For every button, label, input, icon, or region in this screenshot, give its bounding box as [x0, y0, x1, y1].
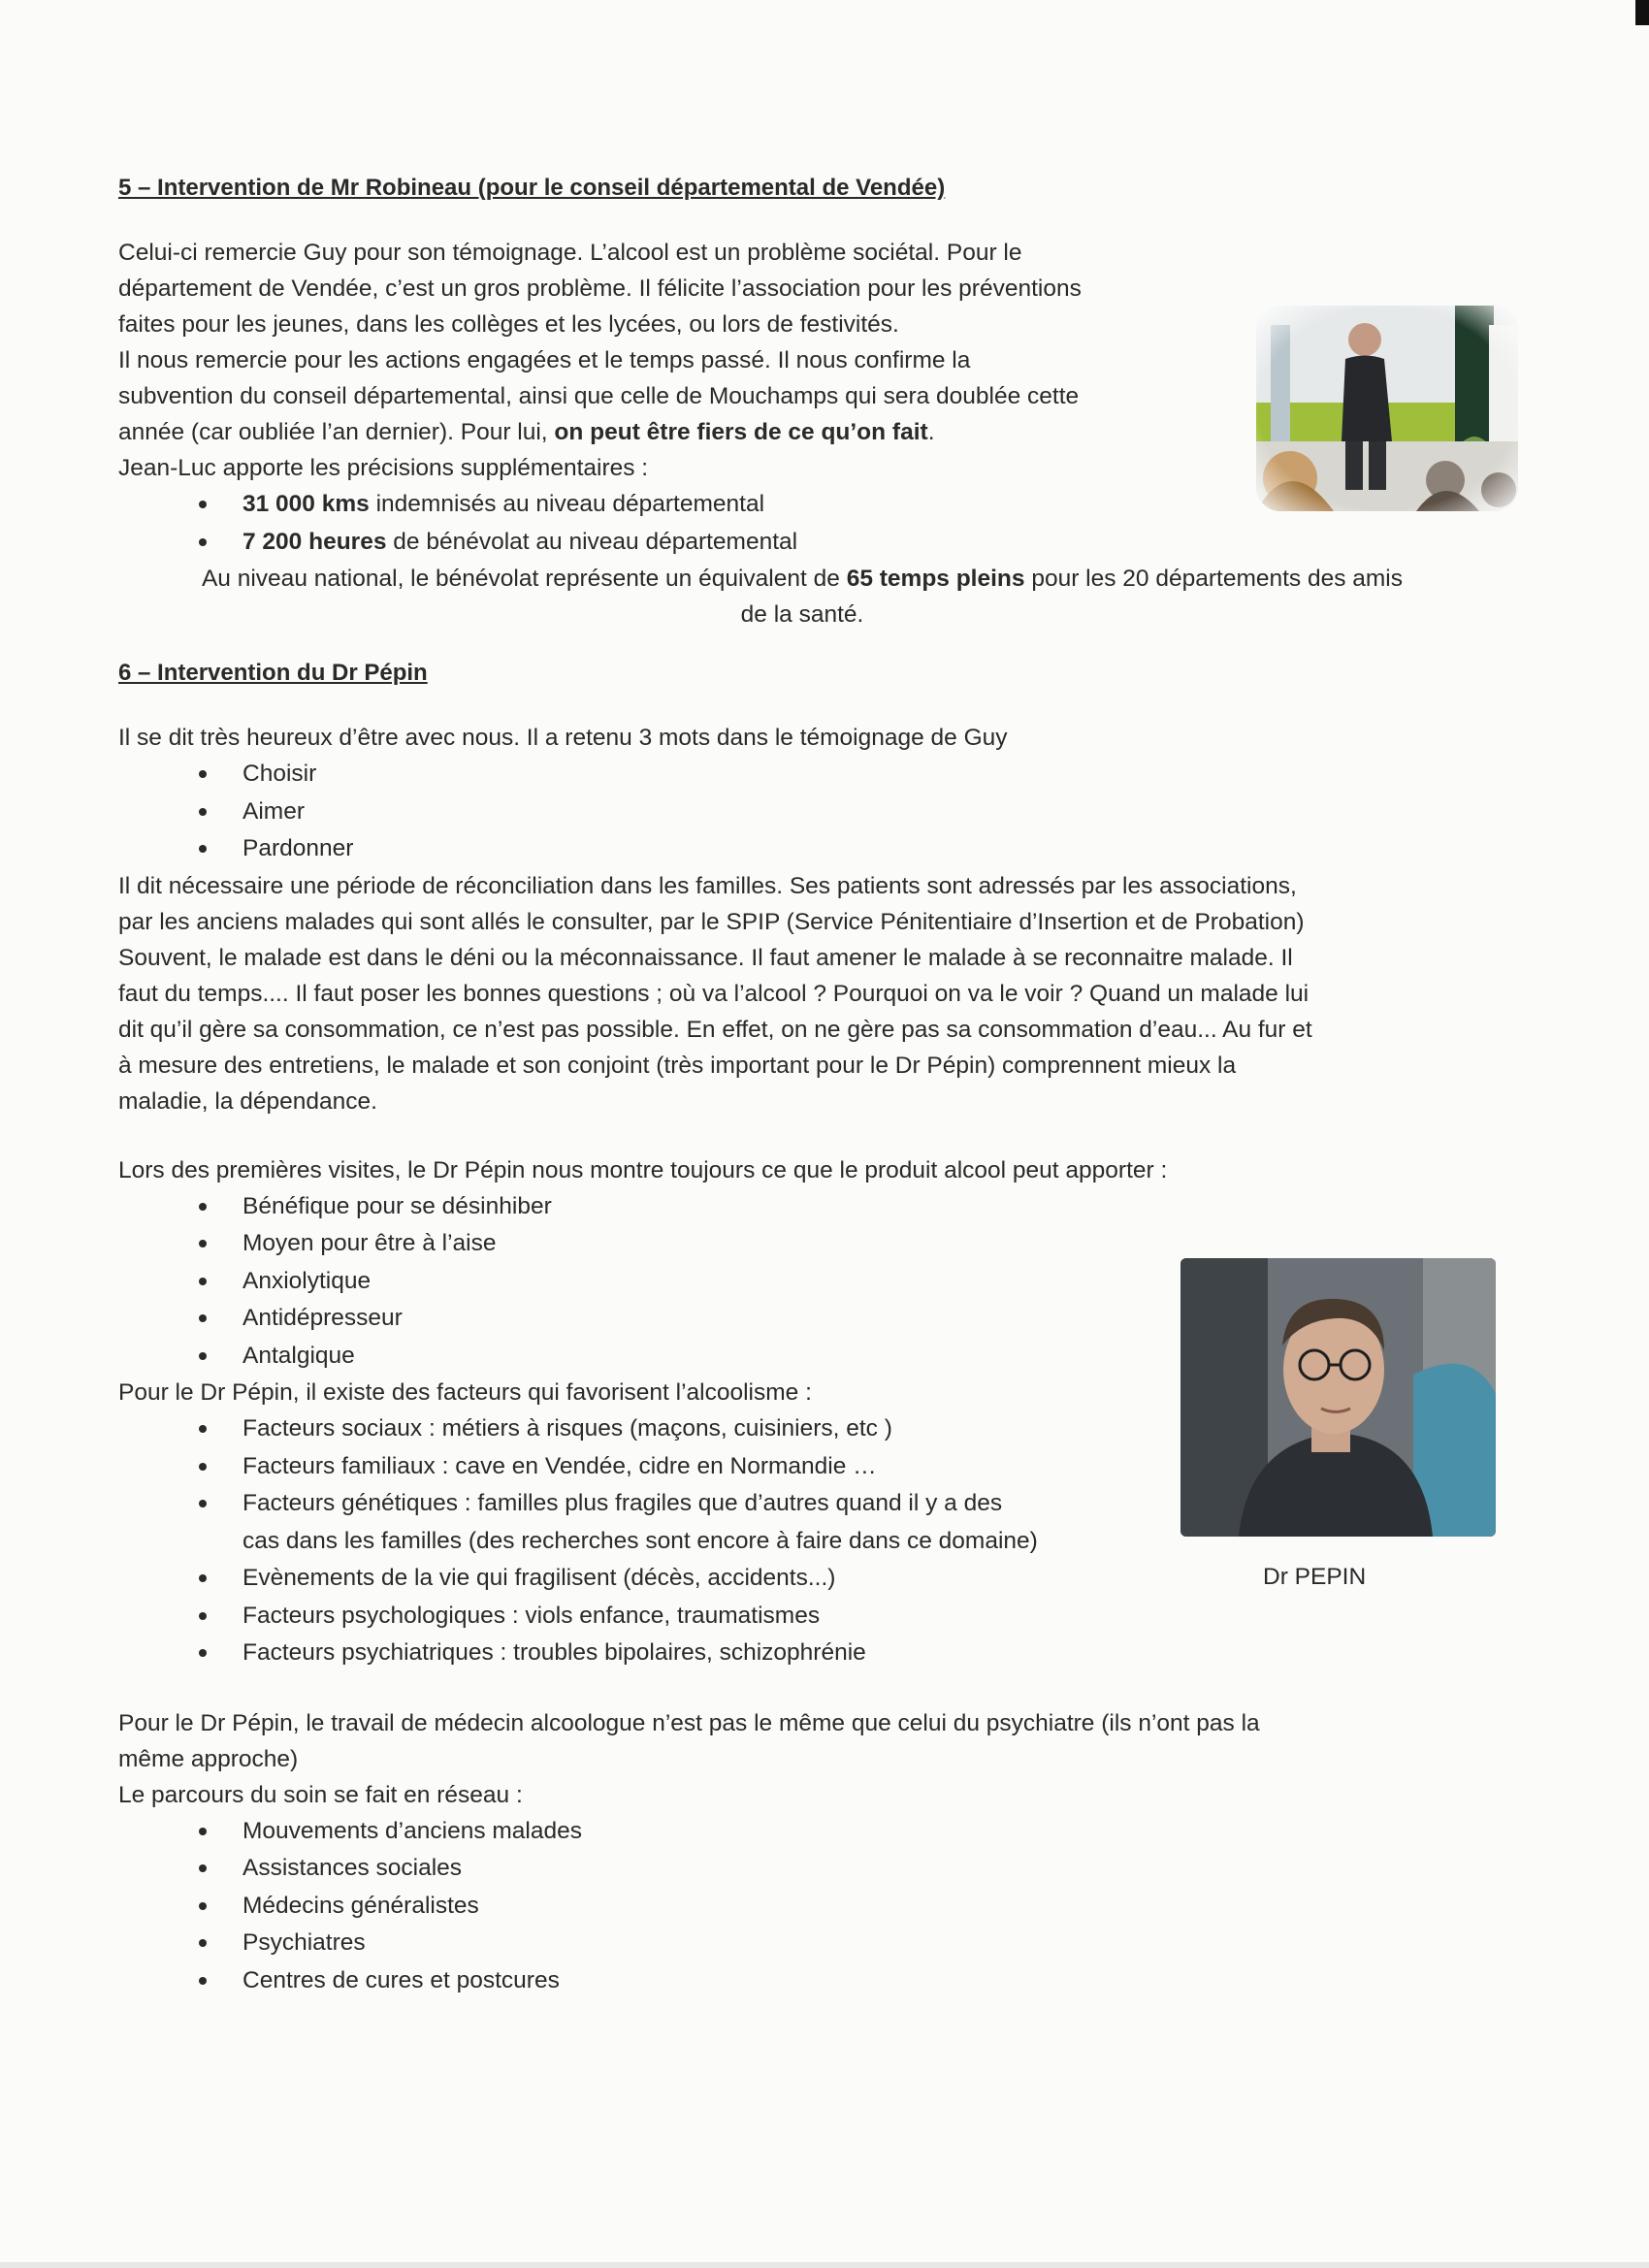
bullet-bold: 7 200 heures: [242, 528, 387, 555]
list-item: [199, 1598, 1515, 1636]
bullet-icon: [199, 1939, 207, 1947]
bullet-icon: [199, 770, 207, 778]
list-item: [199, 1448, 1515, 1486]
section-5-line-2: département de Vendée, c’est un gros problème. Il félicite l’association pour les préventions: [118, 275, 1082, 302]
list-item: [199, 486, 1515, 524]
bullet-icon: [199, 808, 207, 816]
list-item: [199, 1410, 1515, 1448]
section-6-heading: 6 – Intervention du Dr Pépin: [118, 660, 428, 686]
list-item: [199, 1888, 1515, 1926]
factors-list: [118, 1410, 1515, 1672]
three-words-list: [118, 756, 1515, 868]
bullet-text: indemnisés au niveau départemental: [369, 491, 765, 517]
visit-item: Antalgique: [242, 1342, 355, 1369]
section-5-line-7: Jean-Luc apporte les précisions supplémentaires :: [118, 455, 649, 481]
list-item: [199, 1263, 1515, 1301]
national-bold: 65 temps pleins: [846, 566, 1025, 592]
factors-intro: Pour le Dr Pépin, il existe des facteurs qui favorisent l’alcoolisme :: [118, 1379, 812, 1406]
section-6-para-line-5: dit qu’il gère sa consommation, ce n’est pas possible. En effet, on ne gère pas sa consommation d’eau... Au fur et: [118, 1016, 1312, 1043]
national-line: [118, 561, 1486, 597]
bullet-icon: [199, 845, 207, 853]
factor-item-continued: cas dans les familles (des recherches sont encore à faire dans ce domaine): [242, 1527, 1038, 1554]
photo-caption: Dr PEPIN: [1263, 1564, 1367, 1590]
network-list: [118, 1813, 1515, 2000]
network-item: Assistances sociales: [242, 1855, 463, 1881]
scan-bottom-edge: [0, 2262, 1649, 2268]
list-item: [199, 1485, 1515, 1560]
section-6-para-line-2: par les anciens malades qui sont allés le consulter, par le SPIP (Service Pénitentiaire d’Insertion et de Probation): [118, 908, 1305, 935]
visit-item: Moyen pour être à l’aise: [242, 1230, 497, 1256]
bullet-icon: [199, 1612, 207, 1620]
visit-item: Antidépresseur: [242, 1305, 403, 1331]
list-item: [199, 1188, 1515, 1226]
bullet-icon: [199, 1649, 207, 1657]
bullet-icon: [199, 1902, 207, 1910]
bullet-icon: [199, 501, 207, 508]
section-6-para-line-4: faut du temps.... Il faut poser les bonnes questions ; où va l’alcool ? Pourquoi on va le voir ? Quand un malade lui: [118, 980, 1310, 1007]
section-5-line-3: faites pour les jeunes, dans les collèges et les lycées, ou lors de festivités.: [118, 311, 899, 338]
list-item: [199, 1338, 1515, 1376]
list-item: [199, 830, 1515, 868]
section-5-bullets: [118, 486, 1515, 561]
list-item: [199, 1225, 1515, 1263]
section-5-line-6: [118, 414, 1515, 450]
list-item: [199, 1925, 1515, 1962]
list-item: [199, 1300, 1515, 1338]
section-5-line-5: subvention du conseil départemental, ainsi que celle de Mouchamps qui sera doublée cette: [118, 383, 1080, 409]
list-item: [199, 1962, 1515, 2000]
section-6-intro: Il se dit très heureux d’être avec nous. Il a retenu 3 mots dans le témoignage de Guy: [118, 725, 1008, 751]
network-item: Psychiatres: [242, 1929, 366, 1956]
section-6-para-line-1: Il dit nécessaire une période de réconciliation dans les familles. Ses patients sont adressés par les associations,: [118, 872, 1297, 899]
bullet-icon: [199, 1977, 207, 1985]
bullet-icon: [199, 1425, 207, 1433]
national-line-2: de la santé.: [740, 601, 864, 628]
factor-item: Facteurs sociaux : métiers à risques (maçons, cuisiniers, etc ): [242, 1415, 892, 1442]
network-item: Centres de cures et postcures: [242, 1966, 560, 1993]
bullet-icon: [199, 538, 207, 546]
factor-item: Facteurs psychiatriques : troubles bipolaires, schizophrénie: [242, 1639, 866, 1666]
word: Aimer: [242, 797, 305, 825]
section-5-emphasis: on peut être fiers de ce qu’on fait: [554, 419, 928, 445]
work-line-2: même approche): [118, 1745, 299, 1772]
section-5-heading: 5 – Intervention de Mr Robineau (pour le conseil départemental de Vendée): [118, 175, 946, 201]
list-item: [199, 794, 1515, 831]
section-5-line-6-end: .: [927, 419, 935, 445]
section-5-line-1: Celui-ci remercie Guy pour son témoignage. L’alcool est un problème sociétal. Pour le: [118, 240, 1022, 266]
work-line-1: Pour le Dr Pépin, le travail de médecin alcoologue n’est pas le même que celui du psychiatre (ils n’ont pas la: [118, 1709, 1260, 1736]
list-item: [199, 1635, 1515, 1672]
national-text-2: pour les 20 départements des amis: [1024, 566, 1404, 592]
bullet-icon: [199, 1240, 207, 1247]
list-item: [199, 1850, 1515, 1888]
list-item: [199, 1560, 1515, 1598]
visit-item: Bénéfique pour se désinhiber: [242, 1192, 552, 1219]
section-6-para-line-3: Souvent, le malade est dans le déni ou la méconnaissance. Il faut amener le malade à se reconnaitre malade. Il: [118, 944, 1293, 971]
bullet-icon: [199, 1203, 207, 1211]
factor-item: Facteurs génétiques : familles plus fragiles que d’autres quand il y a des: [242, 1490, 1003, 1516]
factor-item: Evènements de la vie qui fragilisent (décès, accidents...): [242, 1565, 836, 1591]
network-intro: Le parcours du soin se fait en réseau :: [118, 1781, 523, 1808]
bullet-icon: [199, 1278, 207, 1285]
bullet-icon: [199, 1574, 207, 1582]
national-text-1: Au niveau national, le bénévolat représente un équivalent de: [201, 566, 847, 592]
bullet-icon: [199, 1314, 207, 1322]
word: Choisir: [242, 761, 317, 787]
document-page: [118, 175, 1515, 1999]
factor-item: Facteurs psychologiques : viols enfance, traumatismes: [242, 1602, 821, 1629]
visits-list: [118, 1188, 1515, 1376]
bullet-icon: [199, 1864, 207, 1872]
factor-item: Facteurs familiaux : cave en Vendée, cidre en Normandie …: [242, 1452, 877, 1479]
list-item: [199, 1813, 1515, 1851]
visits-intro: Lors des premières visites, le Dr Pépin nous montre toujours ce que le produit alcool peut apporter :: [118, 1156, 1168, 1183]
word: Pardonner: [242, 835, 354, 861]
bullet-text: de bénévolat au niveau départemental: [386, 528, 798, 555]
bullet-bold: 31 000 kms: [242, 491, 370, 517]
list-item: [199, 524, 1515, 562]
bullet-icon: [199, 1500, 207, 1507]
bullet-icon: [199, 1352, 207, 1360]
bullet-icon: [199, 1828, 207, 1835]
section-6-para-line-6: à mesure des entretiens, le malade et son conjoint (très important pour le Dr Pépin) comprennent mieux la: [118, 1052, 1237, 1079]
scan-edge-mark: [1635, 0, 1649, 25]
bullet-icon: [199, 1463, 207, 1471]
section-5-line-4: Il nous remercie pour les actions engagées et le temps passé. Il nous confirme la: [118, 347, 971, 373]
network-item: Mouvements d’anciens malades: [242, 1817, 582, 1844]
visit-item: Anxiolytique: [242, 1267, 372, 1294]
section-5-line-6-text: année (car oubliée l’an dernier). Pour lui,: [118, 419, 555, 445]
network-item: Médecins généralistes: [242, 1892, 479, 1919]
section-6-para-line-7: maladie, la dépendance.: [118, 1087, 377, 1115]
list-item: [199, 756, 1515, 794]
